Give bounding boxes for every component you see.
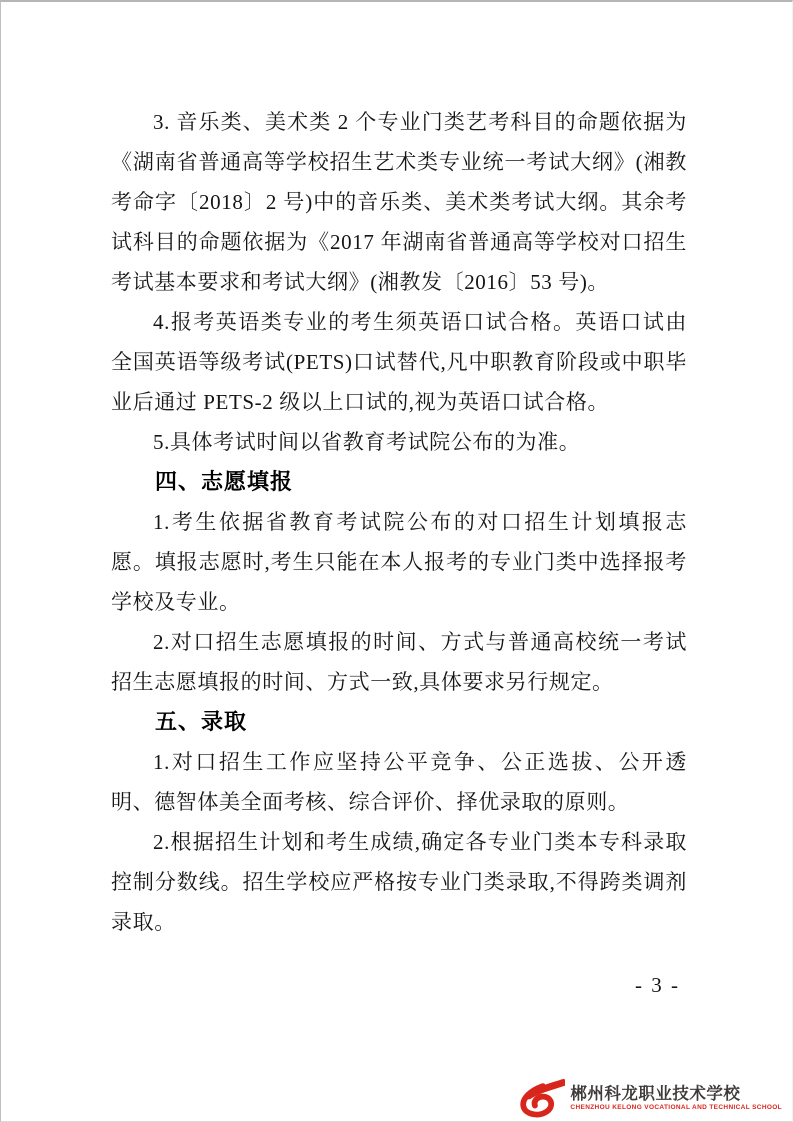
section-heading-admission: 五、录取 xyxy=(155,709,248,734)
section-heading-volunteer-filling: 四、志愿填报 xyxy=(155,469,294,494)
document-body xyxy=(111,102,687,942)
school-logo xyxy=(519,1079,782,1118)
page-number: - 3 - xyxy=(635,973,680,997)
paragraph-admission-principles: 1.对口招生工作应坚持公平竞争、公正选拔、公开透明、德智体美全面考核、综合评价、择优录取的原则。 xyxy=(111,750,687,814)
paragraph-volunteer-2: 2.对口招生志愿填报的时间、方式与普通高校统一考试招生志愿填报的时间、方式一致,具体要求另行规定。 xyxy=(111,630,687,694)
kelong-swoosh-icon xyxy=(519,1079,565,1118)
paragraph-admission-score-lines: 2.根据招生计划和考生成绩,确定各专业门类本专科录取控制分数线。招生学校应严格按专业门类录取,不得跨类调剂录取。 xyxy=(111,830,687,934)
paragraph-art-exam-outline: 3. 音乐类、美术类 2 个专业门类艺考科目的命题依据为《湖南省普通高等学校招生艺术类专业统一考试大纲》(湘教考命字〔2018〕2 号)中的音乐类、美术类考试大纲。其余考试科目的命题依据为《2017 年湖南省普通高等学校对口招生考试基本要求和考试大纲》(湘教发〔2016〕53 号)。 xyxy=(111,110,687,294)
school-name-zh: 郴州科龙职业技术学校 xyxy=(570,1084,741,1103)
school-name-en: CHENZHOU KELONG VOCATIONAL AND TECHNICAL SCHOOL xyxy=(570,1103,782,1111)
paragraph-exam-time: 5.具体考试时间以省教育考试院公布的为准。 xyxy=(153,430,581,454)
school-logo-text xyxy=(570,1085,782,1112)
paragraph-volunteer-1: 1.考生依据省教育考试院公布的对口招生计划填报志愿。填报志愿时,考生只能在本人报考的专业门类中选择报考学校及专业。 xyxy=(111,510,687,614)
paragraph-english-oral-test: 4.报考英语类专业的考生须英语口试合格。英语口试由全国英语等级考试(PETS)口试替代,凡中职教育阶段或中职毕业后通过 PETS-2 级以上口试的,视为英语口试合格。 xyxy=(111,310,687,414)
